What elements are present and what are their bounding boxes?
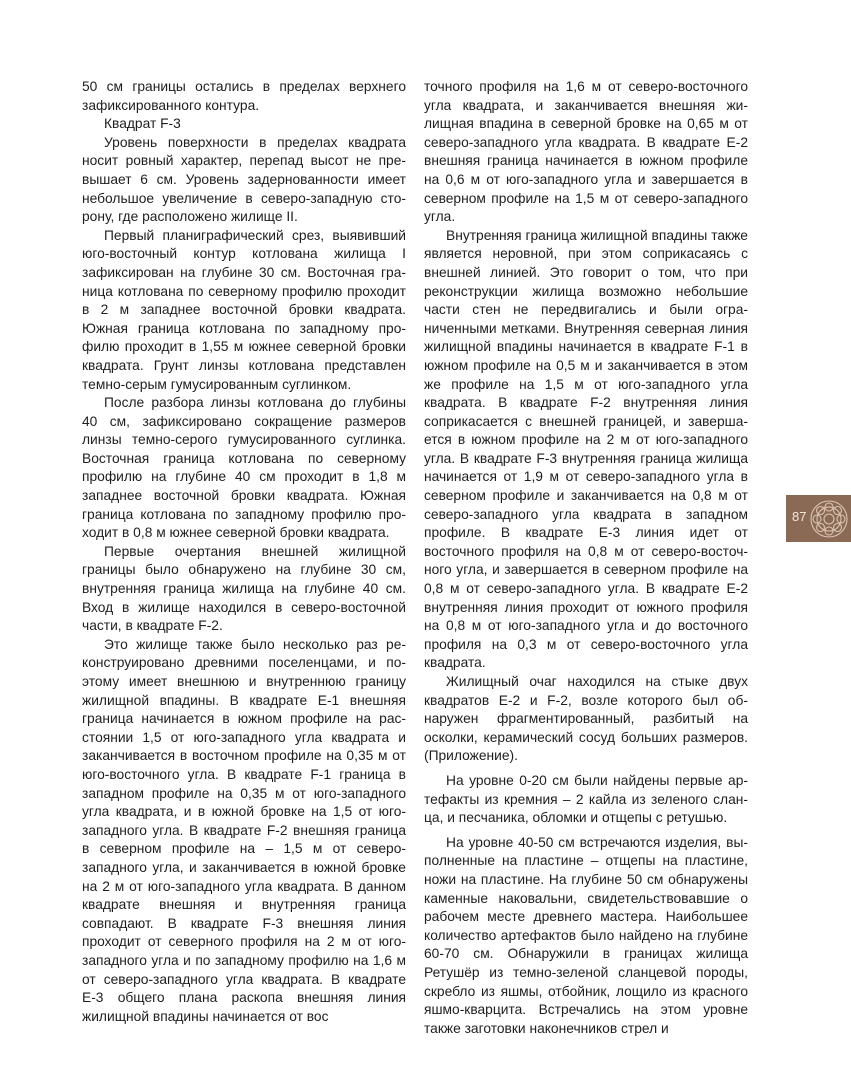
paragraph: После разбора линзы котлована до глубины 40 см, зафиксировано сокращение размеров линзы темно-серого гумусированного суглинка. Восточная граница котлована по северному профилю на глубине 40 см проходит в 1,8 м западнее восточной бровки квадрата. Южная граница котлована по западному профилю проходит в 0,8 м южнее северной бровки квадрата. <box>82 395 406 541</box>
right-column <box>424 78 748 1038</box>
page-number: 87 <box>792 509 807 524</box>
left-column <box>82 78 406 1026</box>
paragraph: На уровне 0-20 см были найдены первые артефакты из кремния – 2 кайла из зеленого сланца, и песчаника, обломки и отщепы с ретушью. <box>424 772 748 826</box>
paragraph: Это жилище также было несколько раз реконструировано древними поселенцами, и поэтому имеет внешнюю и внутреннюю границу жилищной впадины. В квадрате Е-1 внешняя граница начинается в южном профиле на расстоянии 1,5 от юго-западного угла квадрата и заканчивается в восточном профиле на 0,35 м от юго-восточного угла. В квадрате F-1 граница в западном профиле на 0,35 м от юго-западного угла квадрата, и в южной бровке на 1,5 от юго-западного угла. В квадрате F-2 внешняя граница в северном профиле на – 1,5 м от северо-западного угла, и заканчивается в южной бровке на 2 м от юго-западного угла квадрата. В данном квадрате внешняя и внутренняя граница совпадают. В квадрате F-3 внешняя линия проходит от северного профиля на 2 м от юго-западного угла и по западному профилю на 1,6 м от северо-западного угла квадрата. В квадрате Е-3 общего плана раскопа внешняя линия жилищной впадины начинается от вос <box>82 636 406 1024</box>
paragraph: точного профиля на 1,6 м от северо-восточного угла квадрата, и заканчивается внешняя жилищная впадина в северной бровке на 0,65 м от северо-западного угла квадрата. В квадрате Е-2 внешняя граница начинается в южном профиле на 0,6 м от юго-западного угла и завершается в северном профиле на 1,5 м от северо-западного угла. <box>424 79 748 225</box>
paragraph: 50 см границы остались в пределах верхнего зафиксированного контура. <box>82 79 406 113</box>
ornament-icon <box>808 498 850 540</box>
paragraph: Первые очертания внешней жилищной границы было обнаружено на глубине 30 см, внутренняя граница жилища на глубине 40 см. Вход в жилище находился в северо-восточной части, в квадрате F-2. <box>82 543 406 634</box>
paragraph: Внутренняя граница жилищной впадины также является неровной, при этом соприкасаясь с внешней линией. Это говорит о том, что при реконструкции жилища возможно небольшие части стен не передвигались и были ограниченными метками. Внутренняя северная линия жилищной впадины начинается в квадрате F-1 в южном профиле на 0,5 м и заканчивается в этом же профиле на 1,5 м от юго-западного угла квадрата. В квадрате F-2 внутренняя линия соприкасается с внешней границей, и завершается в южном профиле на 2 м от юго-западного угла. В квадрате F-3 внутренняя граница жилища начинается от 1,9 м от северо-западного угла в северном профиле и заканчивается на 0,8 м от северо-западного угла квадрата в западном профиле. В квадрате Е-3 линия идет от восточного профиля на 0,8 м от северо-восточного угла, и завершается в северном профиле на 0,8 м от северо-западного угла. В квадрате Е-2 внутренняя линия проходит от южного профиля на 0,8 м от юго-западного угла и до восточного профиля на 0,3 м от северо-восточного угла квадрата. <box>424 227 748 671</box>
paragraph: Первый планиграфический срез, выявивший юго-восточный контур котлована жилища I зафиксирован на глубине 30 см. Восточная граница котлована по северному профилю проходит в 2 м западнее восточной бровки квадрата. Южная граница котлована по западному профилю проходит в 1,55 м южнее северной бровки квадрата. Грунт линзы котлована представлен темно-серым гумусированным суглинком. <box>82 227 406 392</box>
paragraph: На уровне 40-50 см встречаются изделия, выполненные на пластине – отщепы на пластине, ножи на пластине. На глубине 50 см обнаружены каменные наковальни, свидетельствовавшие о рабочем месте древнего мастера. Наибольшее количество артефактов было найдено на глубине 60-70 см. Обнаружили в границах жилища Ретушёр из темно-зеленой сланцевой породы, скребло из яшмы, отбойник, лощило из красного яшмо-кварцита. Встречались на этом уровне также заготовки наконечников стрел и <box>424 834 748 1036</box>
paragraph: Уровень поверхности в пределах квадрата носит ровный характер, перепад высот не превышает 6 см. Уровень задернованности имеет небольшое увеличение в северо-западную сторону, где расположено жилище II. <box>82 134 406 225</box>
page-number-tab <box>786 495 851 542</box>
paragraph: Жилищный очаг находился на стыке двух квадратов Е-2 и F-2, возле которого был обнаружен фрагментированный, разбитый на осколки, керамический сосуд больших размеров. (Приложение). <box>424 674 748 764</box>
section-heading: Квадрат F-3 <box>104 116 181 132</box>
